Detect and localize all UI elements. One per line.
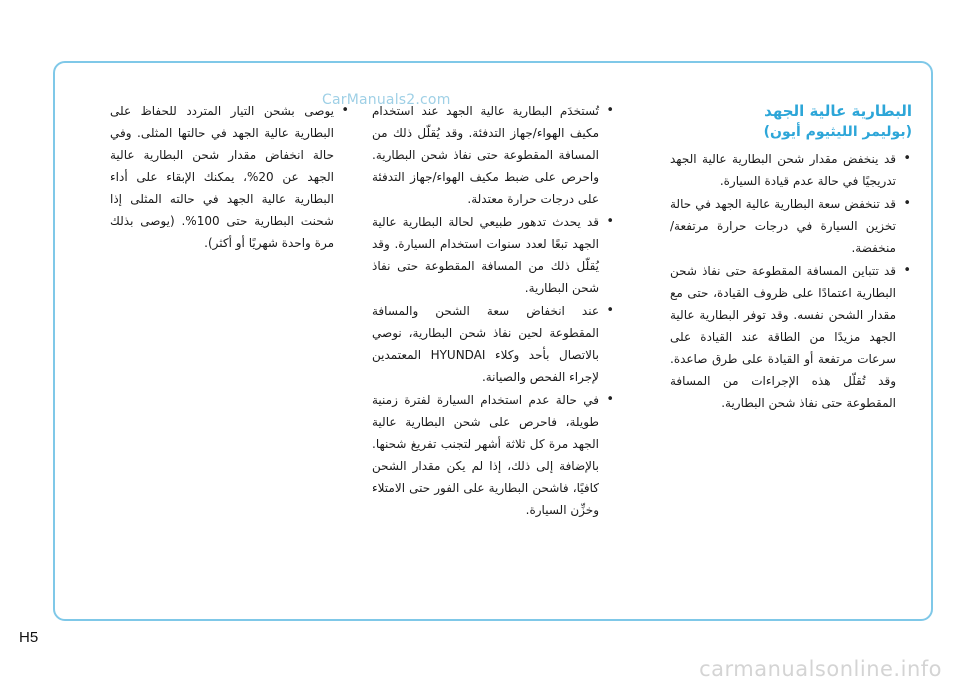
watermark-bottom: carmanualsonline.info [699,657,942,681]
page-number: H5 [19,629,39,646]
section-title: البطارية عالية الجهد [764,102,912,120]
list-item: • قد ينخفض مقدار شحن البطارية عالية الجهد تدريجيًا في حالة عدم قيادة السيارة. [670,148,896,192]
list-item: • تُستخدَم البطارية عالية الجهد عند استخدام مكيف الهواء/جهاز التدفئة. وقد يُقلّل ذلك من المسافة المقطوعة حتى نفاذ شحن البطارية. واحرص على ضبط مكيف الهواء/جهاز التدفئة على درجات حرارة معتدلة. [372,100,599,210]
column-left [110,100,350,255]
list-item: • قد تتباين المسافة المقطوعة حتى نفاذ شحن البطارية اعتمادًا على ظروف القيادة، حتى مع مقدار الشحن نفسه. وقد توفر البطارية عالية الجهد مزيدًا من الطاقة عند القيادة على سرعات مرتفعة أو القيادة على طرق صاعدة. وقد تُقلّل هذه الإجراءات من المسافة المقطوعة حتى نفاذ شحن البطارية. [670,260,896,414]
section-subtitle: (بوليمر الليثيوم أيون) [763,124,912,140]
bullet-list-left [110,100,350,254]
bullet-list-middle [372,100,615,521]
watermark-top: CarManuals2.com [322,92,451,108]
section-heading [670,100,912,142]
bullet-list-right [670,148,912,414]
list-item: • يوصى بشحن التيار المتردد للحفاظ على البطارية عالية الجهد في حالتها المثلى. وفي حالة انخفاض مقدار شحن البطارية عالية الجهد عن 20%، يمكنك الإبقاء على أداء البطارية عالية الجهد في حالته المثلى إذا شحنت البطارية حتى 100%. (يوصى بذلك مرة واحدة شهريًا أو أكثر). [110,100,334,254]
list-item: • في حالة عدم استخدام السيارة لفترة زمنية طويلة، فاحرص على شحن البطارية عالية الجهد مرة كل ثلاثة أشهر لتجنب تفريغ شحنها. بالإضافة إلى ذلك، إذا لم يكن مقدار الشحن كافيًا، فاشحن البطارية على الفور حتى الامتلاء وخزِّن السيارة. [372,389,599,521]
list-item: • عند انخفاض سعة الشحن والمسافة المقطوعة لحين نفاذ شحن البطارية، نوصي بالاتصال بأحد وكلاء HYUNDAI المعتمدين لإجراء الفحص والصيانة. [372,300,599,388]
column-middle [372,100,615,522]
list-item: • قد يحدث تدهور طبيعي لحالة البطارية عالية الجهد تبعًا لعدد سنوات استخدام السيارة. وقد يُقلّل ذلك من المسافة المقطوعة حتى نفاذ شحن البطارية. [372,211,599,299]
list-item: • قد تنخفض سعة البطارية عالية الجهد في حالة تخزين السيارة في درجات حرارة مرتفعة/منخفضة. [670,193,896,259]
column-right [670,100,912,415]
